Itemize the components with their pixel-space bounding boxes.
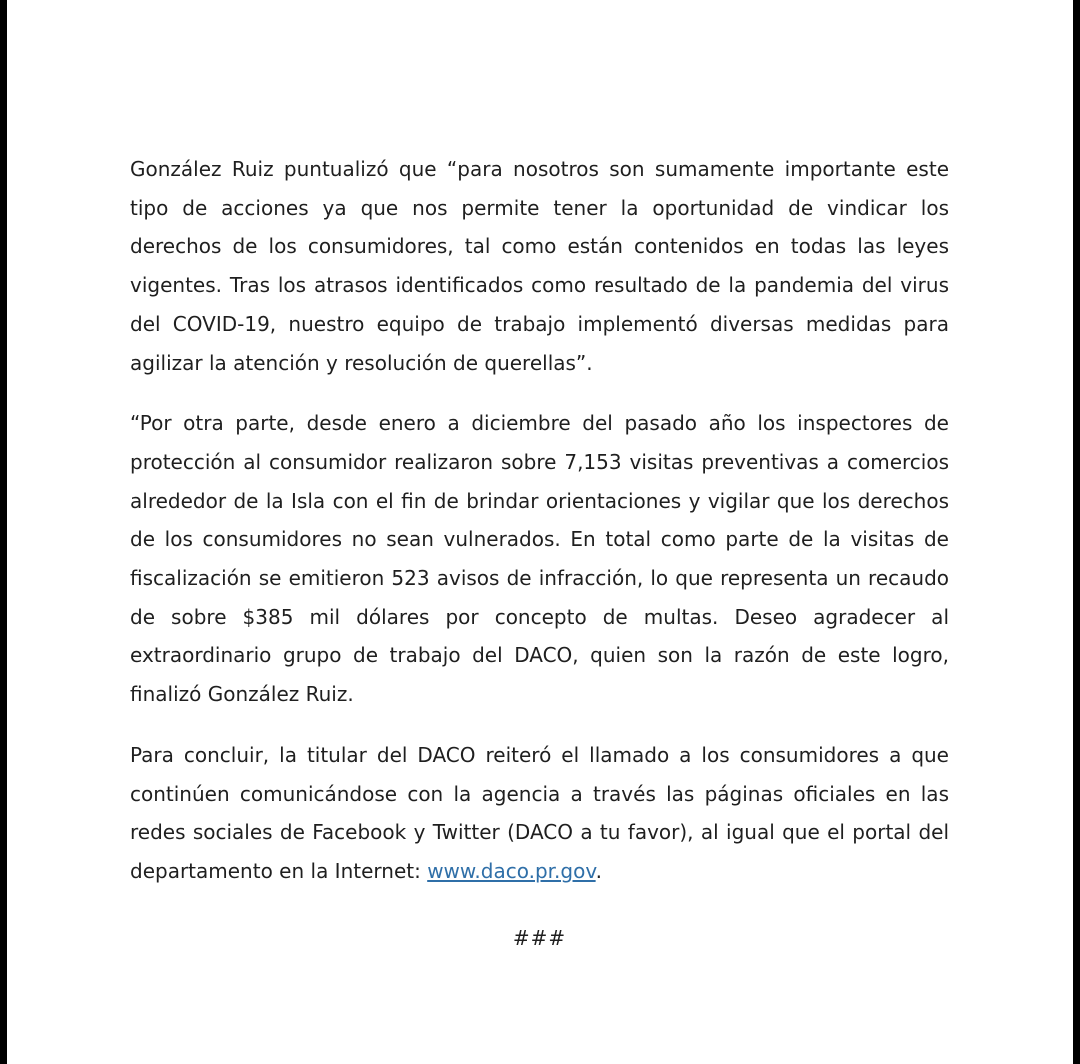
document-body	[130, 150, 949, 957]
paragraph-conclusion-text: Para concluir, la titular del DACO reiteró el llamado a los consumidores a que continúen comunicándose con la agencia a través las páginas oficiales en las redes sociales de Facebook y Twitter (DACO a tu favor), al igual que el portal del departamento en la Internet:	[130, 742, 949, 883]
paragraph-quote-gonzalez: González Ruiz puntualizó que “para nosotros son sumamente importante este tipo de acciones ya que nos permite tener la oportunidad de vindicar los derechos de los consumidores, tal como están contenidos en todas las leyes vigentes. Tras los atrasos identificados como resultado de la pandemia del virus del COVID-19, nuestro equipo de trabajo implementó diversas medidas para agilizar la atención y resolución de querellas”.	[130, 157, 949, 375]
document-page	[7, 0, 1073, 1064]
daco-website-link[interactable]: www.daco.pr.gov	[427, 858, 596, 883]
paragraph-conclusion	[130, 736, 949, 891]
paragraph-inspections: “Por otra parte, desde enero a diciembre del pasado año los inspectores de protección al consumidor realizaron sobre 7,153 visitas preventivas a comercios alrededor de la Isla con el fin de brindar orientaciones y vigilar que los derechos de los consumidores no sean vulnerados. En total como parte de la visitas de fiscalización se emitieron 523 avisos de infracción, lo que representa un recaudo de sobre $385 mil dólares por concepto de multas. Deseo agradecer al extraordinario grupo de trabajo del DACO, quien son la razón de este logro, finalizó González Ruiz.	[130, 411, 949, 707]
paragraph-conclusion-period: .	[595, 858, 602, 883]
end-mark: ###	[512, 925, 567, 950]
